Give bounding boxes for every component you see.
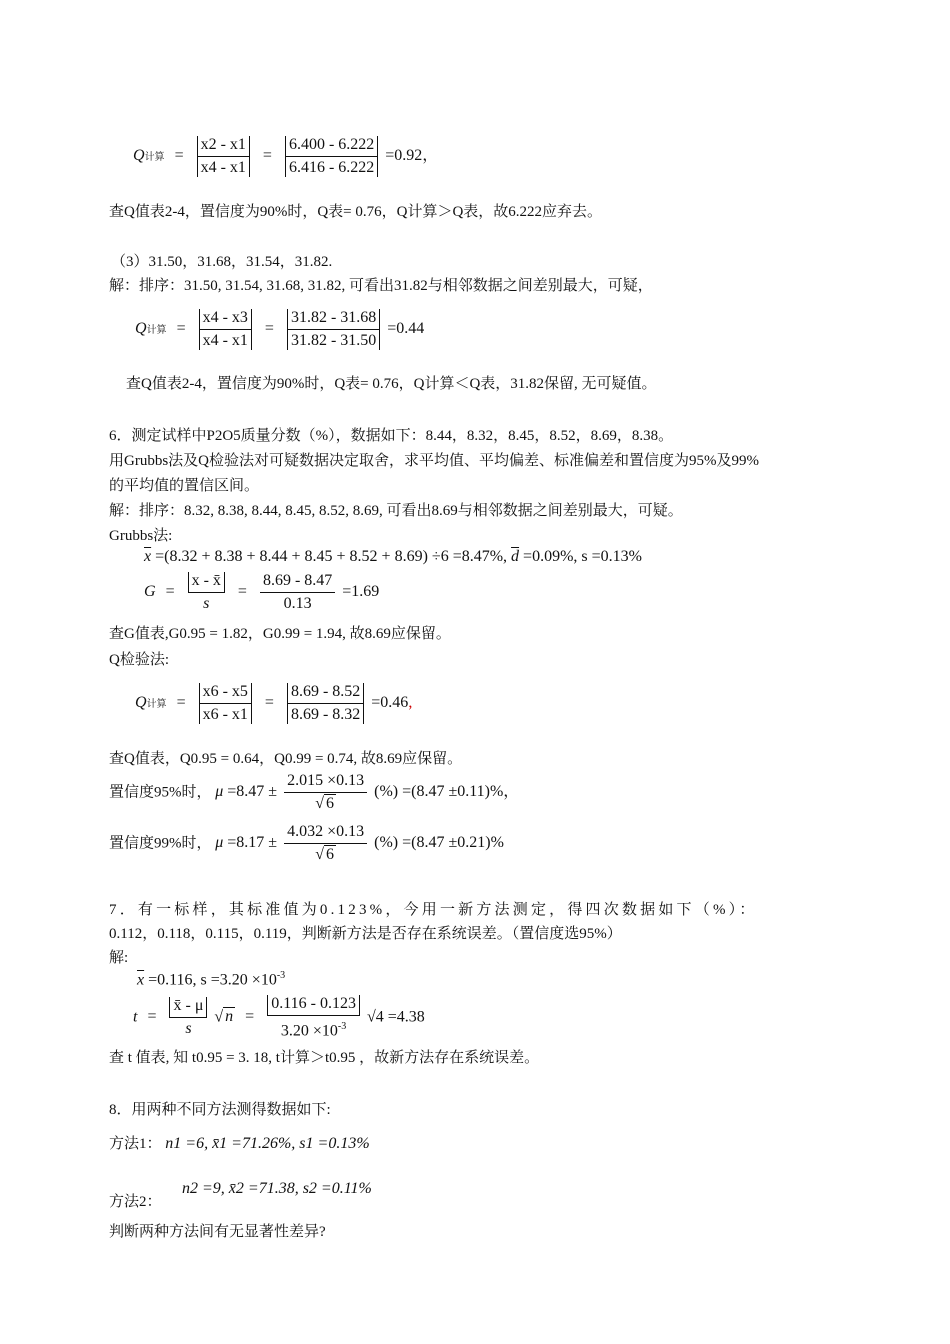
p7-line2: 0.112，0.118，0.115，0.119，判断新方法是否存在系统误差。（置信度选95%） xyxy=(109,926,622,942)
p6-mean-equation: $\overline{x} =(8.32 + 8.38 + 8.44 + 8.45 + 8.52 + 8.69) \div 6 =8.47\%$, $\overline{d} =0.09\%$, s =0.13% xyxy=(144,548,642,565)
q1-equation: Q计算 = $\frac{x2 - x1}{x4 - x1}$ = $\frac{6.400 - 6.222}{6.416 - 6.222}$ =0.92， xyxy=(133,136,439,176)
p6-line3: 的平均值的置信区间。 xyxy=(109,478,260,494)
p7-line1: 7．有一标样，其标准值为0.123%，今用一新方法测定，得四次数据如下（%）： xyxy=(109,902,758,918)
p8-method2-values: n2 =9, x̄2 =71.38, s2 =0.11% xyxy=(182,1180,372,1197)
ci99-row: 置信度99%时， μ =8.17 ± $\frac{4.032 \times 0.13}{√ 6}$ (%) =(8.47 ±0.21)% xyxy=(109,823,504,863)
p8-line1: 8．用两种不同方法测得数据如下: xyxy=(109,1102,331,1118)
p6-line2: 用Grubbs法及Q检验法对可疑数据决定取舍，求平均值、平均偏差、标准偏差和置信度为95%及99% xyxy=(109,453,759,469)
p8-method1: 方法1： n1 =6, x̄1 =71.26%, s1 =0.13% xyxy=(109,1135,370,1152)
part3-sort: 解：排序：31.50, 31.54, 31.68, 31.82, 可看出31.82与相邻数据之间差别最大，可疑， xyxy=(109,278,653,294)
p8-method2-label: 方法2： xyxy=(109,1194,162,1210)
t-equation: t = $\frac{x̄ - \mu}{s}$ √ n = $\frac{0.116 - 0.123}{3.20 \times 10^{-3}}$ √4 =4.38 xyxy=(133,995,425,1040)
p8-question: 判断两种方法间有无显著性差异? xyxy=(109,1224,326,1240)
p6-g-conclusion: 查G值表,G0.95 = 1.82，G0.99 = 1.94, 故8.69应保留。 xyxy=(109,626,451,642)
p7-solution-label: 解: xyxy=(109,950,129,966)
p6-q-conclusion: 查Q值表，Q0.95 = 0.64，Q0.99 = 0.74, 故8.69应保留。 xyxy=(109,751,463,767)
ci95-row: 置信度95%时， μ =8.47 ± $\frac{2.015 \times 0.13}{√ 6}$ (%) =(8.47 ±0.11)%， xyxy=(109,772,520,812)
q3-equation: Q计算 = $\frac{x4 - x3}{x4 - x1}$ = $\frac{31.82 - 31.68}{31.82 - 31.50}$ =0.44 xyxy=(135,309,425,349)
p6-line4: 解：排序：8.32, 8.38, 8.44, 8.45, 8.52, 8.69, 可看出8.69与相邻数据之间差别最大，可疑。 xyxy=(109,503,683,519)
p7-conclusion: 查 t 值表, 知 t0.95 = 3. 18, t计算＞t0.95 ，故新方法存在系统误差。 xyxy=(109,1050,540,1066)
p6-grubbs-label: Grubbs法: xyxy=(109,528,173,544)
g-equation: G = $\frac{x - x̄}{s}$ = $\frac{8.69 - 8.47}{0.13}$ =1.69 xyxy=(144,572,380,612)
p6-line1: 6．测定试样中P2O5质量分数（%），数据如下：8.44，8.32，8.45，8.52，8.69，8.38。 xyxy=(109,428,674,444)
part3-title: （3）31.50，31.68，31.54，31.82. xyxy=(111,254,333,270)
p7-mean-equation: $\overline{x} =0.116$, $s =3.20 \times 10^{-3}$ xyxy=(137,970,286,989)
q6-equation: Q计算 = $\frac{x6 - x5}{x6 - x1}$ = $\frac{8.69 - 8.52}{8.69 - 8.32}$ =0.46, xyxy=(135,683,413,723)
p6-q-label: Q检验法: xyxy=(109,652,170,668)
q1-conclusion: 查Q值表2-4，置信度为90%时，Q表= 0.76，Q计算＞Q表，故6.222应弃去。 xyxy=(109,204,603,220)
q3-conclusion: 查Q值表2-4，置信度为90%时，Q表= 0.76，Q计算＜Q表，31.82保留, 无可疑值。 xyxy=(126,376,657,392)
